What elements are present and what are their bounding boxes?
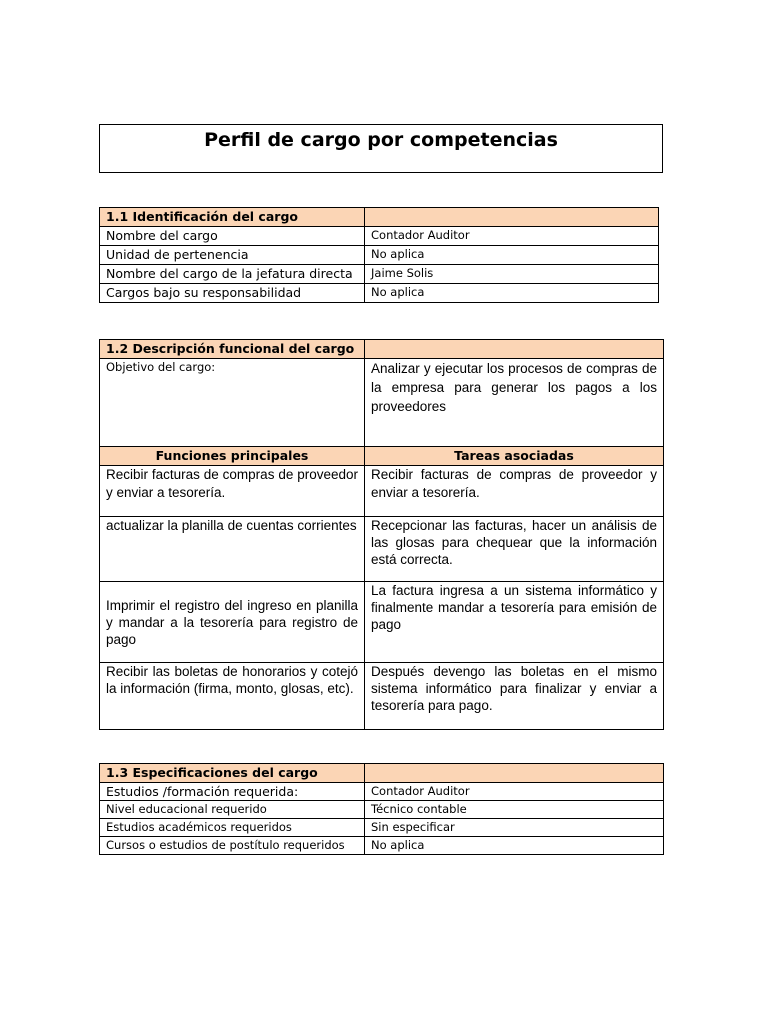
- section1-header-blank: [365, 208, 659, 227]
- row-value: Sin especificar: [365, 819, 664, 837]
- function-cell: Recibir las boletas de honorarios y cotejó la información (firma, monto, glosas, etc).: [100, 663, 365, 730]
- table-row: [100, 517, 664, 582]
- row-label: Nombre del cargo de la jefatura directa: [100, 265, 365, 284]
- page-title: Perfil de cargo por competencias: [99, 124, 663, 173]
- table-row: [100, 246, 659, 265]
- task-cell: Recibir facturas de compras de proveedor y enviar a tesorería.: [365, 466, 664, 517]
- task-cell: Después devengo las boletas en el mismo sistema informático para finalizar y enviar a tesorería para pago.: [365, 663, 664, 730]
- row-label: Unidad de pertenencia: [100, 246, 365, 265]
- objective-label: Objetivo del cargo:: [100, 359, 365, 447]
- row-label: Cargos bajo su responsabilidad: [100, 284, 365, 303]
- tasks-column-header: Tareas asociadas: [365, 447, 664, 466]
- table-row: [100, 801, 664, 819]
- function-cell: Imprimir el registro del ingreso en planilla y mandar a la tesorería para registro de pago: [100, 582, 365, 663]
- table-row: [100, 663, 664, 730]
- row-value: Técnico contable: [365, 801, 664, 819]
- row-value: Contador Auditor: [365, 783, 664, 801]
- section1-header: 1.1 Identificación del cargo: [100, 208, 365, 227]
- row-value: No aplica: [365, 837, 664, 855]
- row-value: No aplica: [365, 284, 659, 303]
- objective-value: Analizar y ejecutar los procesos de compras de la empresa para generar los pagos a los proveedores: [365, 359, 664, 447]
- task-cell: Recepcionar las facturas, hacer un análisis de las glosas para chequear que la información está correcta.: [365, 517, 664, 582]
- section3-header-blank: [365, 764, 664, 783]
- function-cell: actualizar la planilla de cuentas corrientes: [100, 517, 365, 582]
- table-row: [100, 265, 659, 284]
- functional-description-table: [99, 339, 664, 730]
- table-row: [100, 284, 659, 303]
- objective-row: [100, 359, 664, 447]
- section3-header: 1.3 Especificaciones del cargo: [100, 764, 365, 783]
- row-label: Estudios académicos requeridos: [100, 819, 365, 837]
- function-cell: Recibir facturas de compras de proveedor y enviar a tesorería.: [100, 466, 365, 517]
- row-label: Nivel educacional requerido: [100, 801, 365, 819]
- identification-table: [99, 207, 659, 303]
- section2-header: 1.2 Descripción funcional del cargo: [100, 340, 365, 359]
- table-row: [100, 819, 664, 837]
- table-row: [100, 582, 664, 663]
- row-label: Estudios /formación requerida:: [100, 783, 365, 801]
- specifications-table: [99, 763, 664, 855]
- table-row: [100, 783, 664, 801]
- row-value: Contador Auditor: [365, 227, 659, 246]
- task-cell: La factura ingresa a un sistema informático y finalmente mandar a tesorería para emisión de pago: [365, 582, 664, 663]
- row-value: Jaime Solis: [365, 265, 659, 284]
- row-label: Nombre del cargo: [100, 227, 365, 246]
- table-row: [100, 466, 664, 517]
- section2-header-blank: [365, 340, 664, 359]
- row-label: Cursos o estudios de postítulo requeridos: [100, 837, 365, 855]
- functions-column-header: Funciones principales: [100, 447, 365, 466]
- table-row: [100, 837, 664, 855]
- row-value: No aplica: [365, 246, 659, 265]
- table-row: [100, 227, 659, 246]
